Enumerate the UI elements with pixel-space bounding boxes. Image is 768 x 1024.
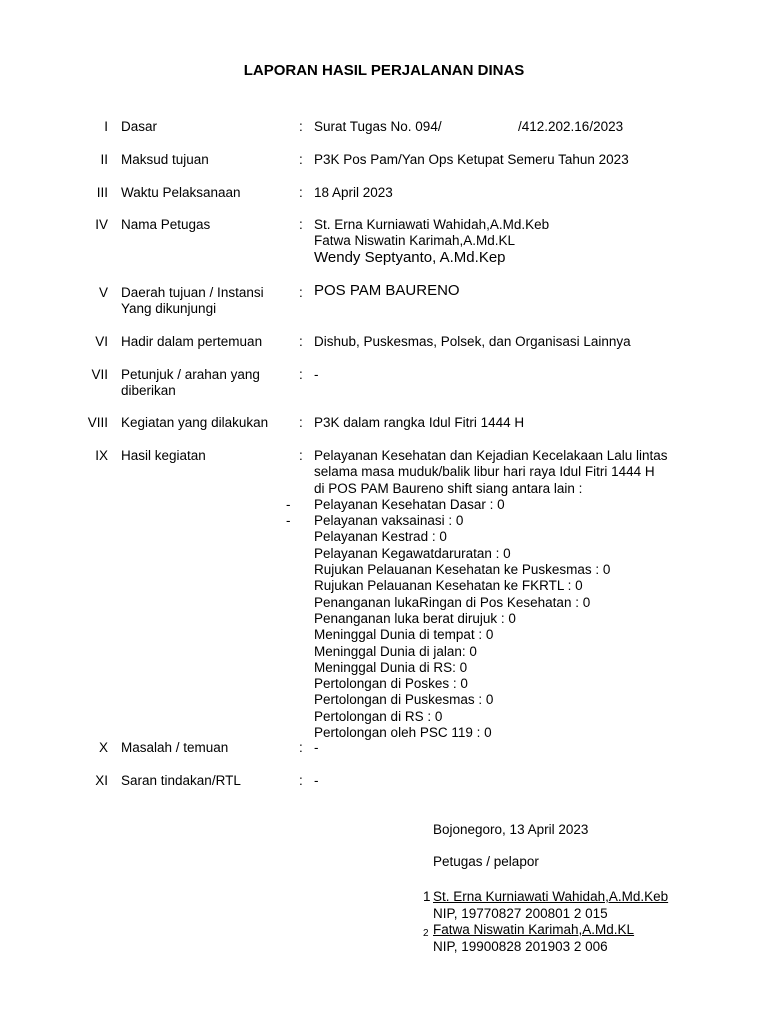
list-item: Pertolongan di Puskesmas : 0 (314, 692, 494, 708)
colon: : (299, 185, 303, 200)
row-value: P3K Pos Pam/Yan Ops Ketupat Semeru Tahun 2023 (314, 152, 629, 167)
page-title: LAPORAN HASIL PERJALANAN DINAS (243, 62, 525, 79)
list-item: Rujukan Pelauanan Kesehatan ke Puskesmas : 0 (314, 562, 611, 578)
colon: : (299, 152, 303, 167)
signer-nip: NIP, 19770827 200801 2 015 (433, 906, 608, 921)
row-number: X (98, 740, 108, 755)
signer-index: 1 (423, 889, 431, 904)
list-item: Meninggal Dunia di tempat : 0 (314, 627, 494, 643)
row-value: 18 April 2023 (314, 185, 393, 200)
list-item: Meninggal Dunia di RS: 0 (314, 659, 468, 675)
list-item: Penanganan lukaRingan di Pos Kesehatan : 0 (314, 594, 591, 610)
colon: : (299, 217, 303, 232)
list-item: Pelayanan vaksainasi : 0 (314, 513, 464, 529)
petugas-name: Fatwa Niswatin Karimah,A.Md.KL (314, 233, 516, 249)
row-value (314, 448, 734, 741)
colon: : (299, 773, 303, 788)
colon: : (299, 285, 303, 300)
row-label: Waktu Pelaksanaan (121, 185, 241, 200)
colon: : (299, 415, 303, 430)
row-label: Kegiatan yang dilakukan (121, 415, 269, 430)
colon: : (299, 119, 303, 134)
list-item: Rujukan Pelauanan Kesehatan ke FKRTL : 0 (314, 578, 583, 594)
row-label: Hasil kegiatan (121, 448, 206, 463)
petugas-name: St. Erna Kurniawati Wahidah,A.Md.Keb (314, 217, 550, 232)
colon: : (299, 448, 303, 463)
colon: : (299, 740, 303, 755)
row-label (121, 285, 291, 318)
list-item: Meninggal Dunia di jalan: 0 (314, 643, 477, 659)
row-value: - (314, 367, 319, 382)
signer-name: Fatwa Niswatin Karimah,A.Md.KL (433, 922, 635, 937)
list-item: Pertolongan di RS : 0 (314, 708, 443, 724)
row-label: Hadir dalam pertemuan (121, 334, 263, 349)
list-item: Pelayanan Kegawatdaruratan : 0 (314, 545, 511, 561)
row-number: XI (95, 773, 108, 788)
colon: : (299, 334, 303, 349)
row-label: Dasar (121, 119, 158, 134)
surat-tugas-suffix: /412.202.16/2023 (518, 119, 624, 134)
signature-role: Petugas / pelapor (433, 854, 539, 869)
row-number: III (96, 185, 108, 200)
row-label: Nama Petugas (121, 217, 211, 232)
row-label-line: diberikan (121, 383, 176, 399)
signature-place-date: Bojonegoro, 13 April 2023 (433, 822, 589, 837)
list-item: Penanganan luka berat dirujuk : 0 (314, 610, 516, 626)
row-value: P3K dalam rangka Idul Fitri 1444 H (314, 415, 525, 430)
signer-name: St. Erna Kurniawati Wahidah,A.Md.Keb (433, 889, 669, 904)
row-value: - (314, 773, 319, 788)
list-item: Pertolongan oleh PSC 119 : 0 (314, 725, 492, 741)
row-value: - (314, 740, 319, 755)
signer-nip: NIP, 19900828 201903 2 006 (433, 939, 608, 954)
colon: : (299, 367, 303, 382)
row-number: V (98, 285, 108, 300)
row-number: VI (95, 334, 108, 349)
row-value (314, 217, 734, 266)
row-number: I (104, 119, 108, 134)
row-label-line: Yang dikunjungi (121, 301, 217, 317)
row-number: II (100, 152, 108, 167)
signer-index: 2 (423, 928, 429, 939)
row-value: Dishub, Puskesmas, Polsek, dan Organisasi Lainnya (314, 334, 631, 349)
row-label: Maksud tujuan (121, 152, 209, 167)
row-value: POS PAM BAURENO (314, 282, 460, 299)
list-dash: - (286, 497, 291, 512)
list-item: Pelayanan Kestrad : 0 (314, 529, 447, 545)
petugas-name: Wendy Septyanto, A.Md.Kep (314, 248, 506, 266)
row-label: Saran tindakan/RTL (121, 773, 241, 788)
hasil-intro-line: Pelayanan Kesehatan dan Kejadian Kecelakaan Lalu lintas (314, 448, 668, 463)
row-value (314, 119, 734, 135)
row-label-line: Daerah tujuan / Instansi (121, 285, 264, 300)
hasil-intro-line: selama masa muduk/balik libur hari raya Idul Fitri 1444 H (314, 464, 655, 480)
list-item: Pelayanan Kesehatan Dasar : 0 (314, 496, 505, 512)
row-label: Masalah / temuan (121, 740, 229, 755)
row-label-line: Petunjuk / arahan yang (121, 367, 260, 382)
hasil-intro-line: di POS PAM Baureno shift siang antara lain : (314, 480, 583, 496)
list-item: Pertolongan di Poskes : 0 (314, 676, 468, 692)
row-number: VIII (87, 415, 108, 430)
row-label (121, 367, 291, 400)
surat-tugas-prefix: Surat Tugas No. 094/ (314, 119, 442, 134)
row-number: VII (91, 367, 108, 382)
row-number: IX (95, 448, 108, 463)
row-number: IV (95, 217, 108, 232)
list-dash: - (286, 513, 291, 528)
